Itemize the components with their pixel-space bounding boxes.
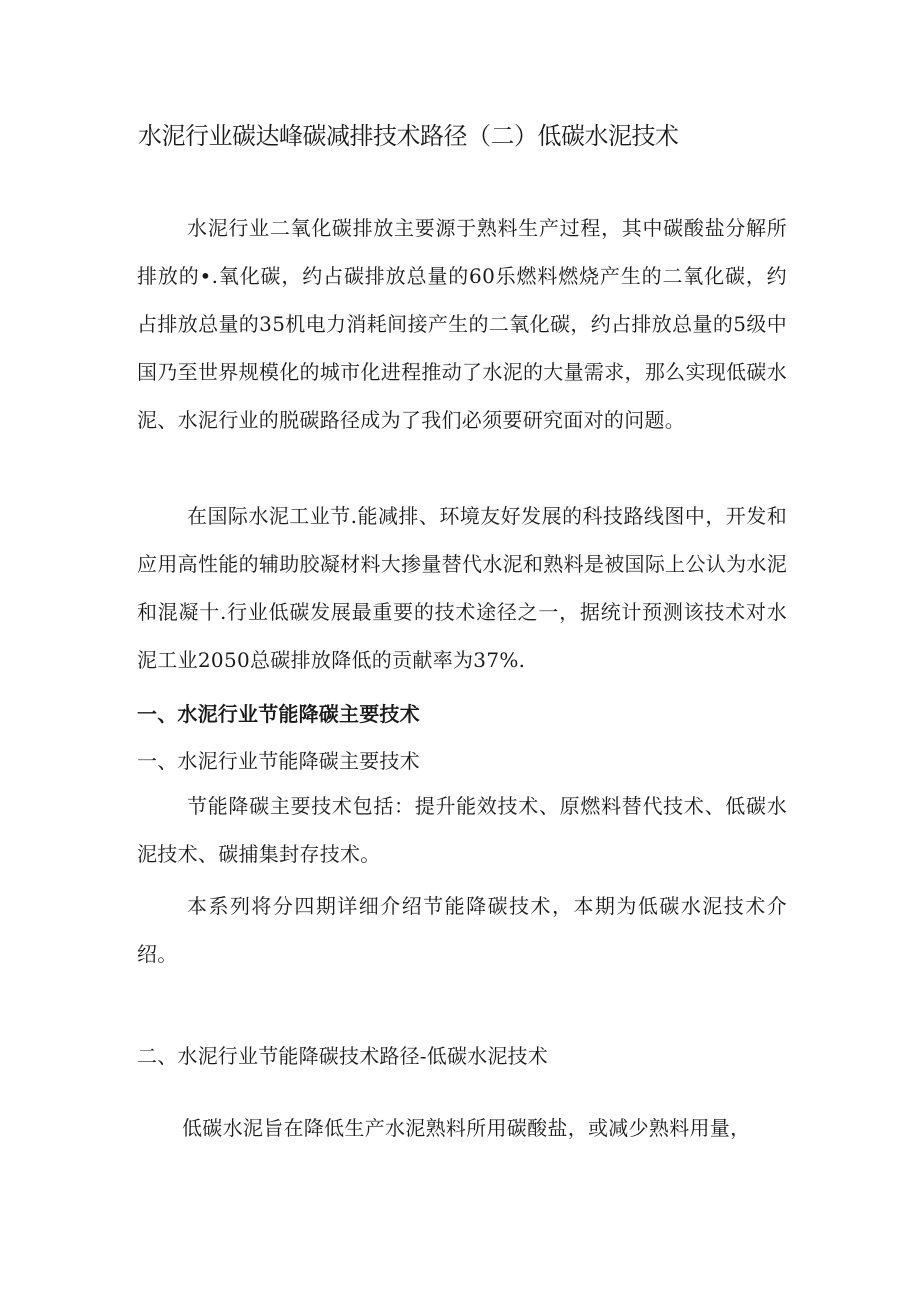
section-heading-main-tech: 一、水泥行业节能降碳主要技术 [137,749,420,773]
paragraph-series-intro: 本系列将分四期详细介绍节能降碳技术，本期为低碳水泥技术介绍。 [137,894,787,966]
section-heading-low-carbon: 二、水泥行业节能降碳技术路径-低碳水泥技术 [137,1044,548,1068]
document-title: 水泥行业碳达峰碳减排技术路径（二）低碳水泥技术 [138,122,679,150]
paragraph-emission-sources: 水泥行业二氧化碳排放主要源于熟料生产过程，其中碳酸盐分解所排放的•.氧化碳，约占碳排放总量的60乐燃料燃烧产生的二氧化碳，约占排放总量的35机电力消耗间接产生的二氧化碳，约占排放总量的5级中国乃至世界规模化的城市化进程推动了水泥的大量需求，那么实现低碳水泥、水泥行业的脱碳路径成为了我们必须要研究面对的问题。 [137,216,787,432]
paragraph-main-tech: 节能降碳主要技术包括：提升能效技术、原燃料替代技术、低碳水泥技术、碳捕集封存技术。 [137,794,787,866]
paragraph-roadmap: 在国际水泥工业节.能减排、环境友好发展的科技路线图中，开发和应用高性能的辅助胶凝材料大掺量替代水泥和熟料是被国际上公认为水泥和混凝十.行业低碳发展最重要的技术途径之一，据统计预测该技术对水泥工业2050总碳排放降低的贡献率为37%. [137,504,787,672]
paragraph-low-carbon-cement: 低碳水泥旨在降低生产水泥熟料所用碳酸盐，或减少熟料用量， [182,1116,751,1140]
section-heading-bold: 一、水泥行业节能降碳主要技术 [137,702,420,726]
